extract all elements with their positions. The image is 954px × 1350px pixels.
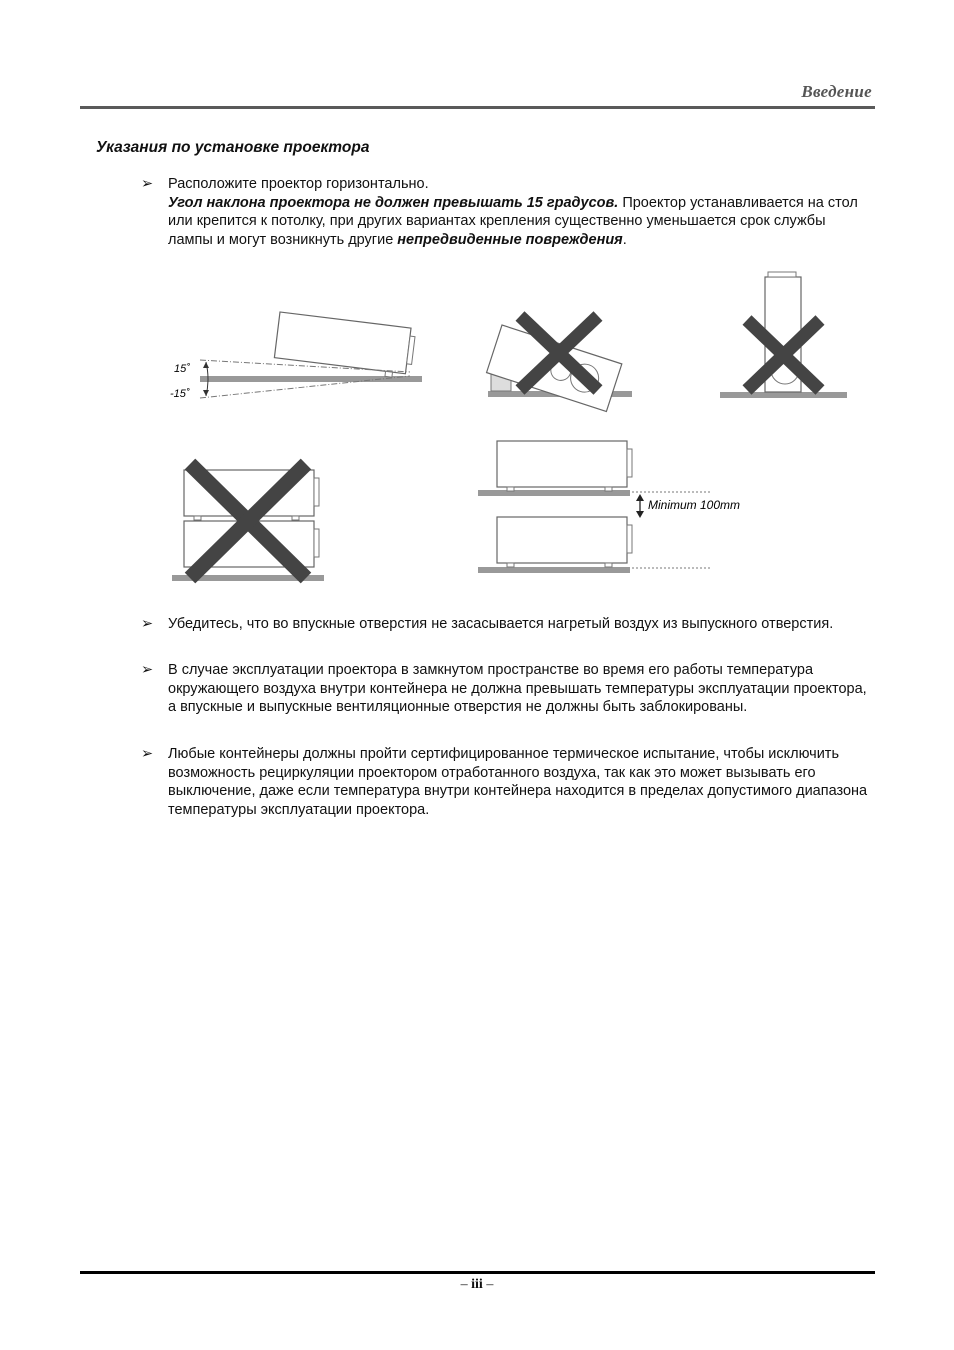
- figure-clearance: [478, 441, 740, 573]
- table-surface: [720, 392, 847, 398]
- installation-figures: [0, 0, 954, 600]
- header-section-title: Введение: [801, 82, 872, 101]
- figure-vertical: [720, 272, 847, 398]
- figure-stacked: [172, 464, 324, 581]
- lower-surface: [478, 567, 630, 573]
- page-number: – iii –: [460, 1277, 494, 1292]
- bullet-1-text: Проектор устанавливается на стол или крепится к потолку, при других вариантах крепления существенно уменьшается срок службы лампы и могут возникнуть другие: [168, 194, 858, 248]
- bullet-1-line1: Расположите проектор горизонтально.: [168, 176, 429, 192]
- bullet-1-bold: Угол наклона проектора не должен превышать 15 градусов.: [168, 194, 619, 211]
- figure-excessive-tilt: [487, 316, 632, 411]
- angle-down-label: -15˚: [170, 388, 190, 400]
- bullet-marker: ➢: [141, 176, 154, 192]
- bullet-marker: ➢: [141, 746, 154, 762]
- bullet-1-bold-end: непредвиденные повреждения: [397, 231, 623, 248]
- clearance-label: Minimum 100mm: [648, 498, 741, 512]
- bullet-marker: ➢: [141, 662, 154, 678]
- bullet-marker: ➢: [141, 616, 154, 632]
- bullet-2: Убедитесь, что во впускные отверстия не засасывается нагретый воздух из выпускного отверстия.: [168, 616, 834, 632]
- bullet-4: Любые контейнеры должны пройти сертифицированное термическое испытание, чтобы исключить возможность рециркуляции проектором отработанного воздуха, так как это может вызывать его выключение, даже если температура внутри контейнера находится в пределах допустимого диапазона температуры эксплуатации проектора.: [168, 746, 868, 818]
- section-title: Указания по установке проектора: [96, 139, 370, 156]
- figure-tilt-range: [170, 312, 422, 400]
- bullet-1-end: .: [622, 231, 627, 248]
- tilted-projector: [274, 312, 416, 379]
- footer-rule: [80, 1271, 875, 1274]
- bullet-3: В случае эксплуатации проектора в замкнутом пространстве во время его работы температура окружающего воздуха внутри контейнера не должна превышать температуры эксплуатации проектора, а впускные и выпускные вентиляционные отверстия не должны быть заблокированы.: [168, 662, 867, 716]
- angle-up-label: 15˚: [174, 363, 190, 375]
